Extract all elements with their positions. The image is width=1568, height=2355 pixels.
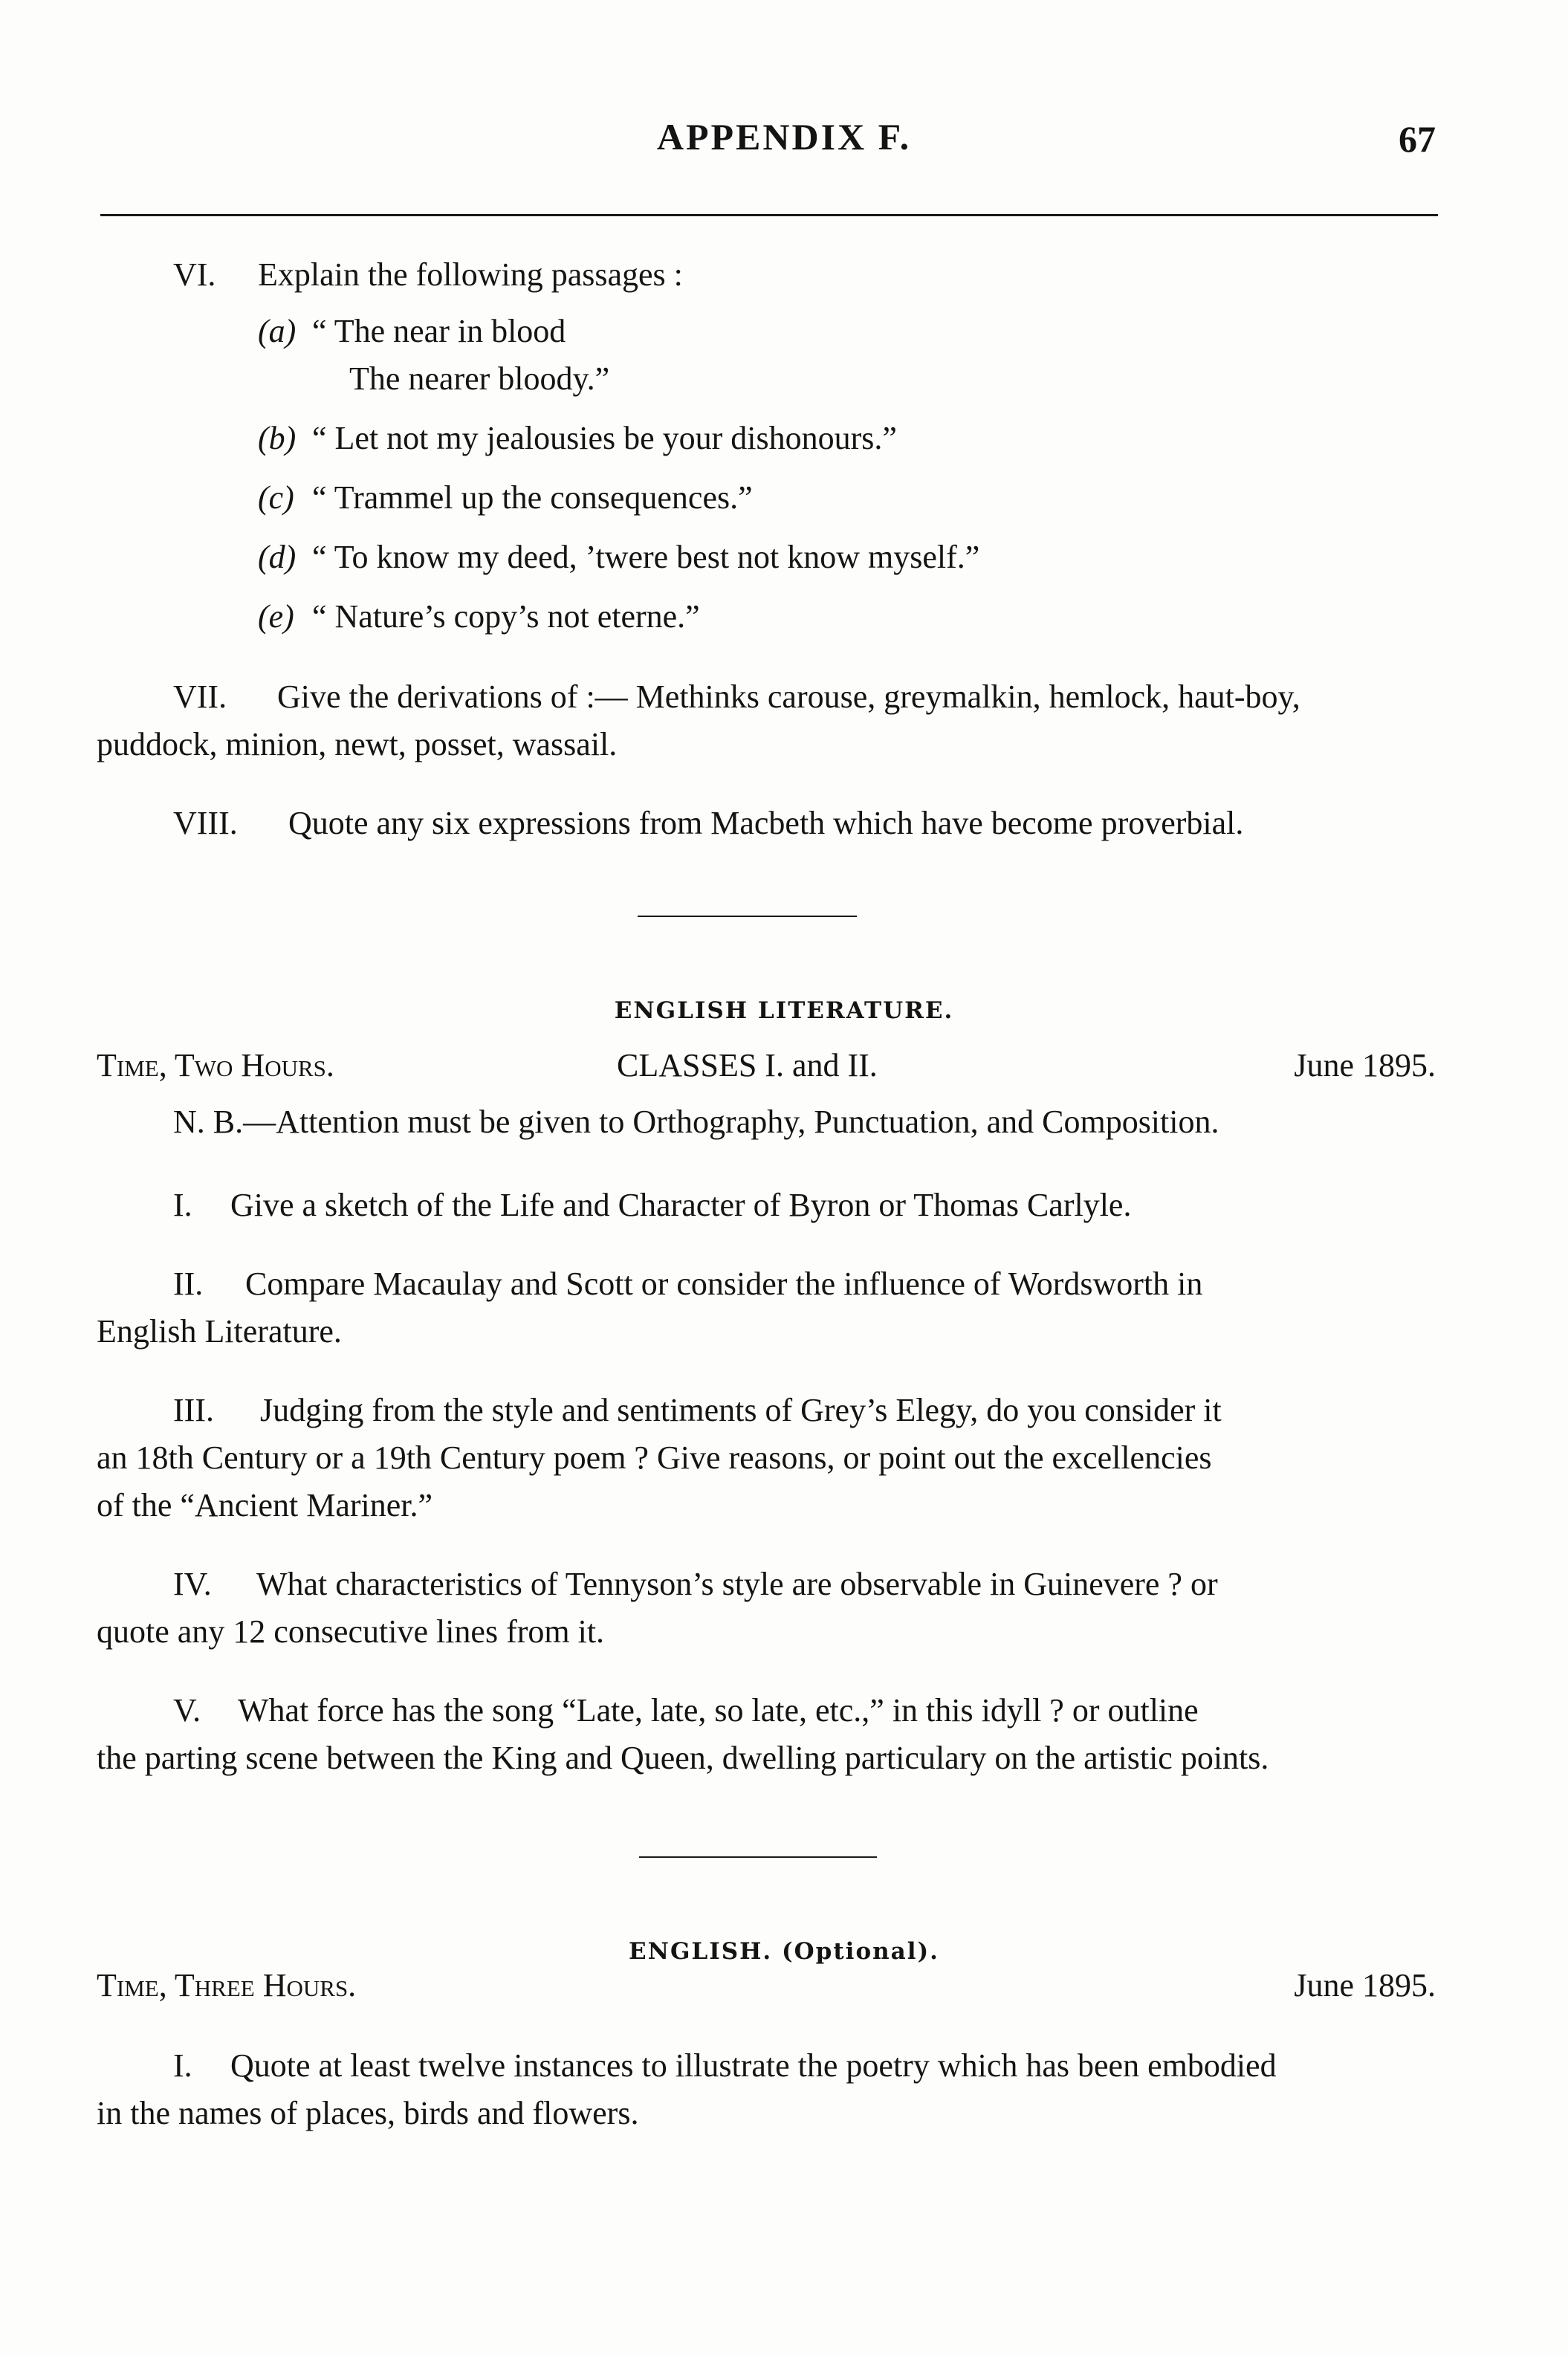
question-number: VI. — [173, 256, 216, 293]
question-text: Compare Macaulay and Scott or consider the influence of Wordsworth in — [245, 1266, 1203, 1302]
exam-date: June 1895. — [1294, 1967, 1436, 2003]
question-number: VII. — [173, 678, 227, 715]
section-heading: ENGLISH LITERATURE. — [614, 997, 954, 1024]
exam-date: June 1895. — [1294, 1047, 1436, 1083]
passage-text: The nearer bloody.” — [349, 360, 610, 397]
section-divider — [638, 916, 857, 917]
passage-text: “ The near in blood — [312, 313, 566, 349]
question-text: Quote any six expressions from Macbeth which have become proverbial. — [288, 805, 1244, 841]
question-text: an 18th Century or a 19th Century poem ? Give reasons, or point out the excellencies — [97, 1439, 1212, 1476]
question-text: What force has the song “Late, late, so late, etc.,” in this idyll ? or outline — [238, 1692, 1199, 1729]
question-text: Quote at least twelve instances to illustrate the poetry which has been embodied — [230, 2047, 1277, 2084]
question-text: English Literature. — [97, 1313, 342, 1350]
passage-text: “ Nature’s copy’s not eterne.” — [312, 598, 700, 635]
page-number: 67 — [1399, 118, 1436, 160]
question-number: III. — [173, 1392, 214, 1428]
exam-note: N. B.—Attention must be given to Orthography, Punctuation, and Composition. — [173, 1104, 1219, 1140]
question-text: the parting scene between the King and Queen, dwelling particulary on the artistic points. — [97, 1740, 1269, 1776]
question-text: Give a sketch of the Life and Character of Byron or Thomas Carlyle. — [230, 1187, 1132, 1223]
question-text: Judging from the style and sentiments of Grey’s Elegy, do you consider it — [260, 1392, 1222, 1428]
section-heading: ENGLISH. (Optional). — [629, 1938, 939, 1965]
question-number: I. — [173, 2047, 192, 2084]
item-label: (d) — [258, 539, 297, 575]
question-number: II. — [173, 1266, 204, 1302]
exam-time: Time, Three Hours. — [97, 1967, 357, 2003]
exam-time: Time, Two Hours. — [97, 1047, 334, 1083]
item-label: (c) — [258, 479, 294, 516]
question-number: I. — [173, 1187, 192, 1223]
passage-text: “ To know my deed, ’twere best not know myself.” — [312, 539, 980, 575]
question-number: V. — [173, 1692, 201, 1729]
page-title: APPENDIX F. — [656, 116, 912, 158]
question-number: VIII. — [173, 805, 238, 841]
section-divider — [639, 1856, 877, 1858]
question-text: puddock, minion, newt, posset, wassail. — [97, 726, 618, 762]
question-text: of the “Ancient Mariner.” — [97, 1487, 433, 1523]
question-number: IV. — [173, 1566, 212, 1602]
item-label: (e) — [258, 598, 294, 635]
passage-text: “ Trammel up the consequences.” — [312, 479, 753, 516]
passage-text: “ Let not my jealousies be your dishonours.” — [312, 420, 897, 456]
question-text: in the names of places, birds and flowers. — [97, 2095, 639, 2131]
question-text: What characteristics of Tennyson’s style are observable in Guinevere ? or — [256, 1566, 1218, 1602]
item-label: (b) — [258, 420, 297, 456]
item-label: (a) — [258, 313, 297, 349]
header-rule — [100, 214, 1438, 216]
question-text: Give the derivations of :— Methinks carouse, greymalkin, hemlock, haut-boy, — [277, 678, 1300, 715]
question-text: quote any 12 consecutive lines from it. — [97, 1613, 605, 1650]
question-text: Explain the following passages : — [258, 256, 683, 293]
exam-classes: CLASSES I. and II. — [617, 1047, 878, 1083]
